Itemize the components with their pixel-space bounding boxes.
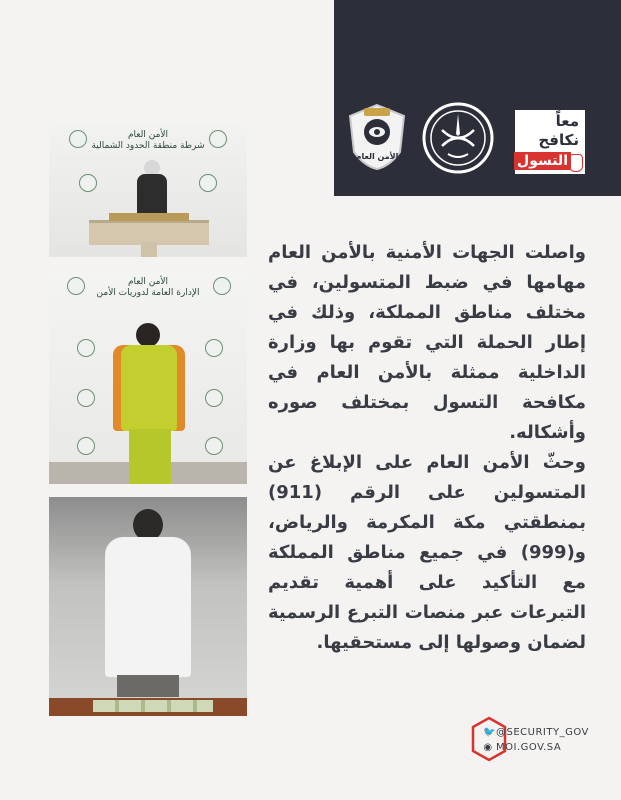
photo-banner-subtitle: الإدارة العامة لدوريات الأمن bbox=[96, 288, 200, 298]
photo-arrest-3 bbox=[49, 497, 247, 716]
seal-icon bbox=[213, 277, 231, 295]
photo-arrest-2 bbox=[49, 269, 247, 484]
ministry-hex-logo-icon bbox=[471, 716, 507, 762]
campaign-logo bbox=[515, 110, 585, 174]
seal-icon bbox=[209, 130, 227, 148]
announcement-text bbox=[268, 238, 586, 658]
website-link[interactable] bbox=[483, 742, 561, 753]
seal-icon bbox=[199, 174, 217, 192]
person-head bbox=[136, 323, 160, 347]
photo-banner-subtitle: شرطة منطقة الحدود الشمالية bbox=[91, 141, 205, 151]
seized-items bbox=[109, 213, 189, 221]
twitter-link[interactable] bbox=[483, 727, 589, 738]
twitter-icon: 🐦 bbox=[483, 727, 496, 738]
badge-label: الأمن العام bbox=[355, 152, 399, 161]
paragraph-2: وحثّ الأمن العام على الإبلاغ عن المتسولين على الرقم (911) بمنطقتي مكة المكرمة والرياض، و(999) في جميع مناطق المملكة مع التأكيد على أهمية تقديم التبرعات عبر منصات التبرع الرسمية لضمان وصولها إلى مستحقيها. bbox=[268, 452, 586, 653]
campaign-line-3: التسول bbox=[514, 152, 571, 170]
seal-icon bbox=[69, 130, 87, 148]
seal-icon bbox=[67, 277, 85, 295]
person bbox=[105, 537, 191, 677]
person bbox=[121, 345, 177, 431]
seal-icon bbox=[77, 389, 95, 407]
hand-stop-icon bbox=[569, 154, 583, 172]
campaign-line-2: نكافح bbox=[538, 131, 579, 149]
seized-cash bbox=[93, 700, 213, 712]
paragraph-1: واصلت الجهات الأمنية بالأمن العام مهامها في ضبط المتسولين، في مختلف مناطق المملكة، وذلك في إطار الحملة التي تقوم بها وزارة الداخلية ممثلة بالأمن العام في مكافحة التسول بمختلف صوره وأشكاله. bbox=[268, 242, 586, 443]
ministry-emblem-icon bbox=[420, 100, 496, 176]
seal-icon bbox=[79, 174, 97, 192]
seal-icon bbox=[205, 437, 223, 455]
public-security-badge-icon bbox=[342, 102, 412, 172]
globe-icon: ◉ bbox=[483, 742, 493, 753]
twitter-handle: @SECURITY_GOV bbox=[496, 727, 589, 738]
seal-icon bbox=[77, 339, 95, 357]
campaign-line-1: معاً bbox=[555, 112, 579, 130]
seal-icon bbox=[77, 437, 95, 455]
photo-banner-title: الأمن العام bbox=[127, 277, 169, 287]
photo-banner-title: الأمن العام bbox=[127, 130, 169, 140]
photo-arrest-1 bbox=[49, 124, 247, 257]
website-url: MOI.GOV.SA bbox=[496, 742, 562, 753]
seal-icon bbox=[205, 389, 223, 407]
seal-icon bbox=[205, 339, 223, 357]
